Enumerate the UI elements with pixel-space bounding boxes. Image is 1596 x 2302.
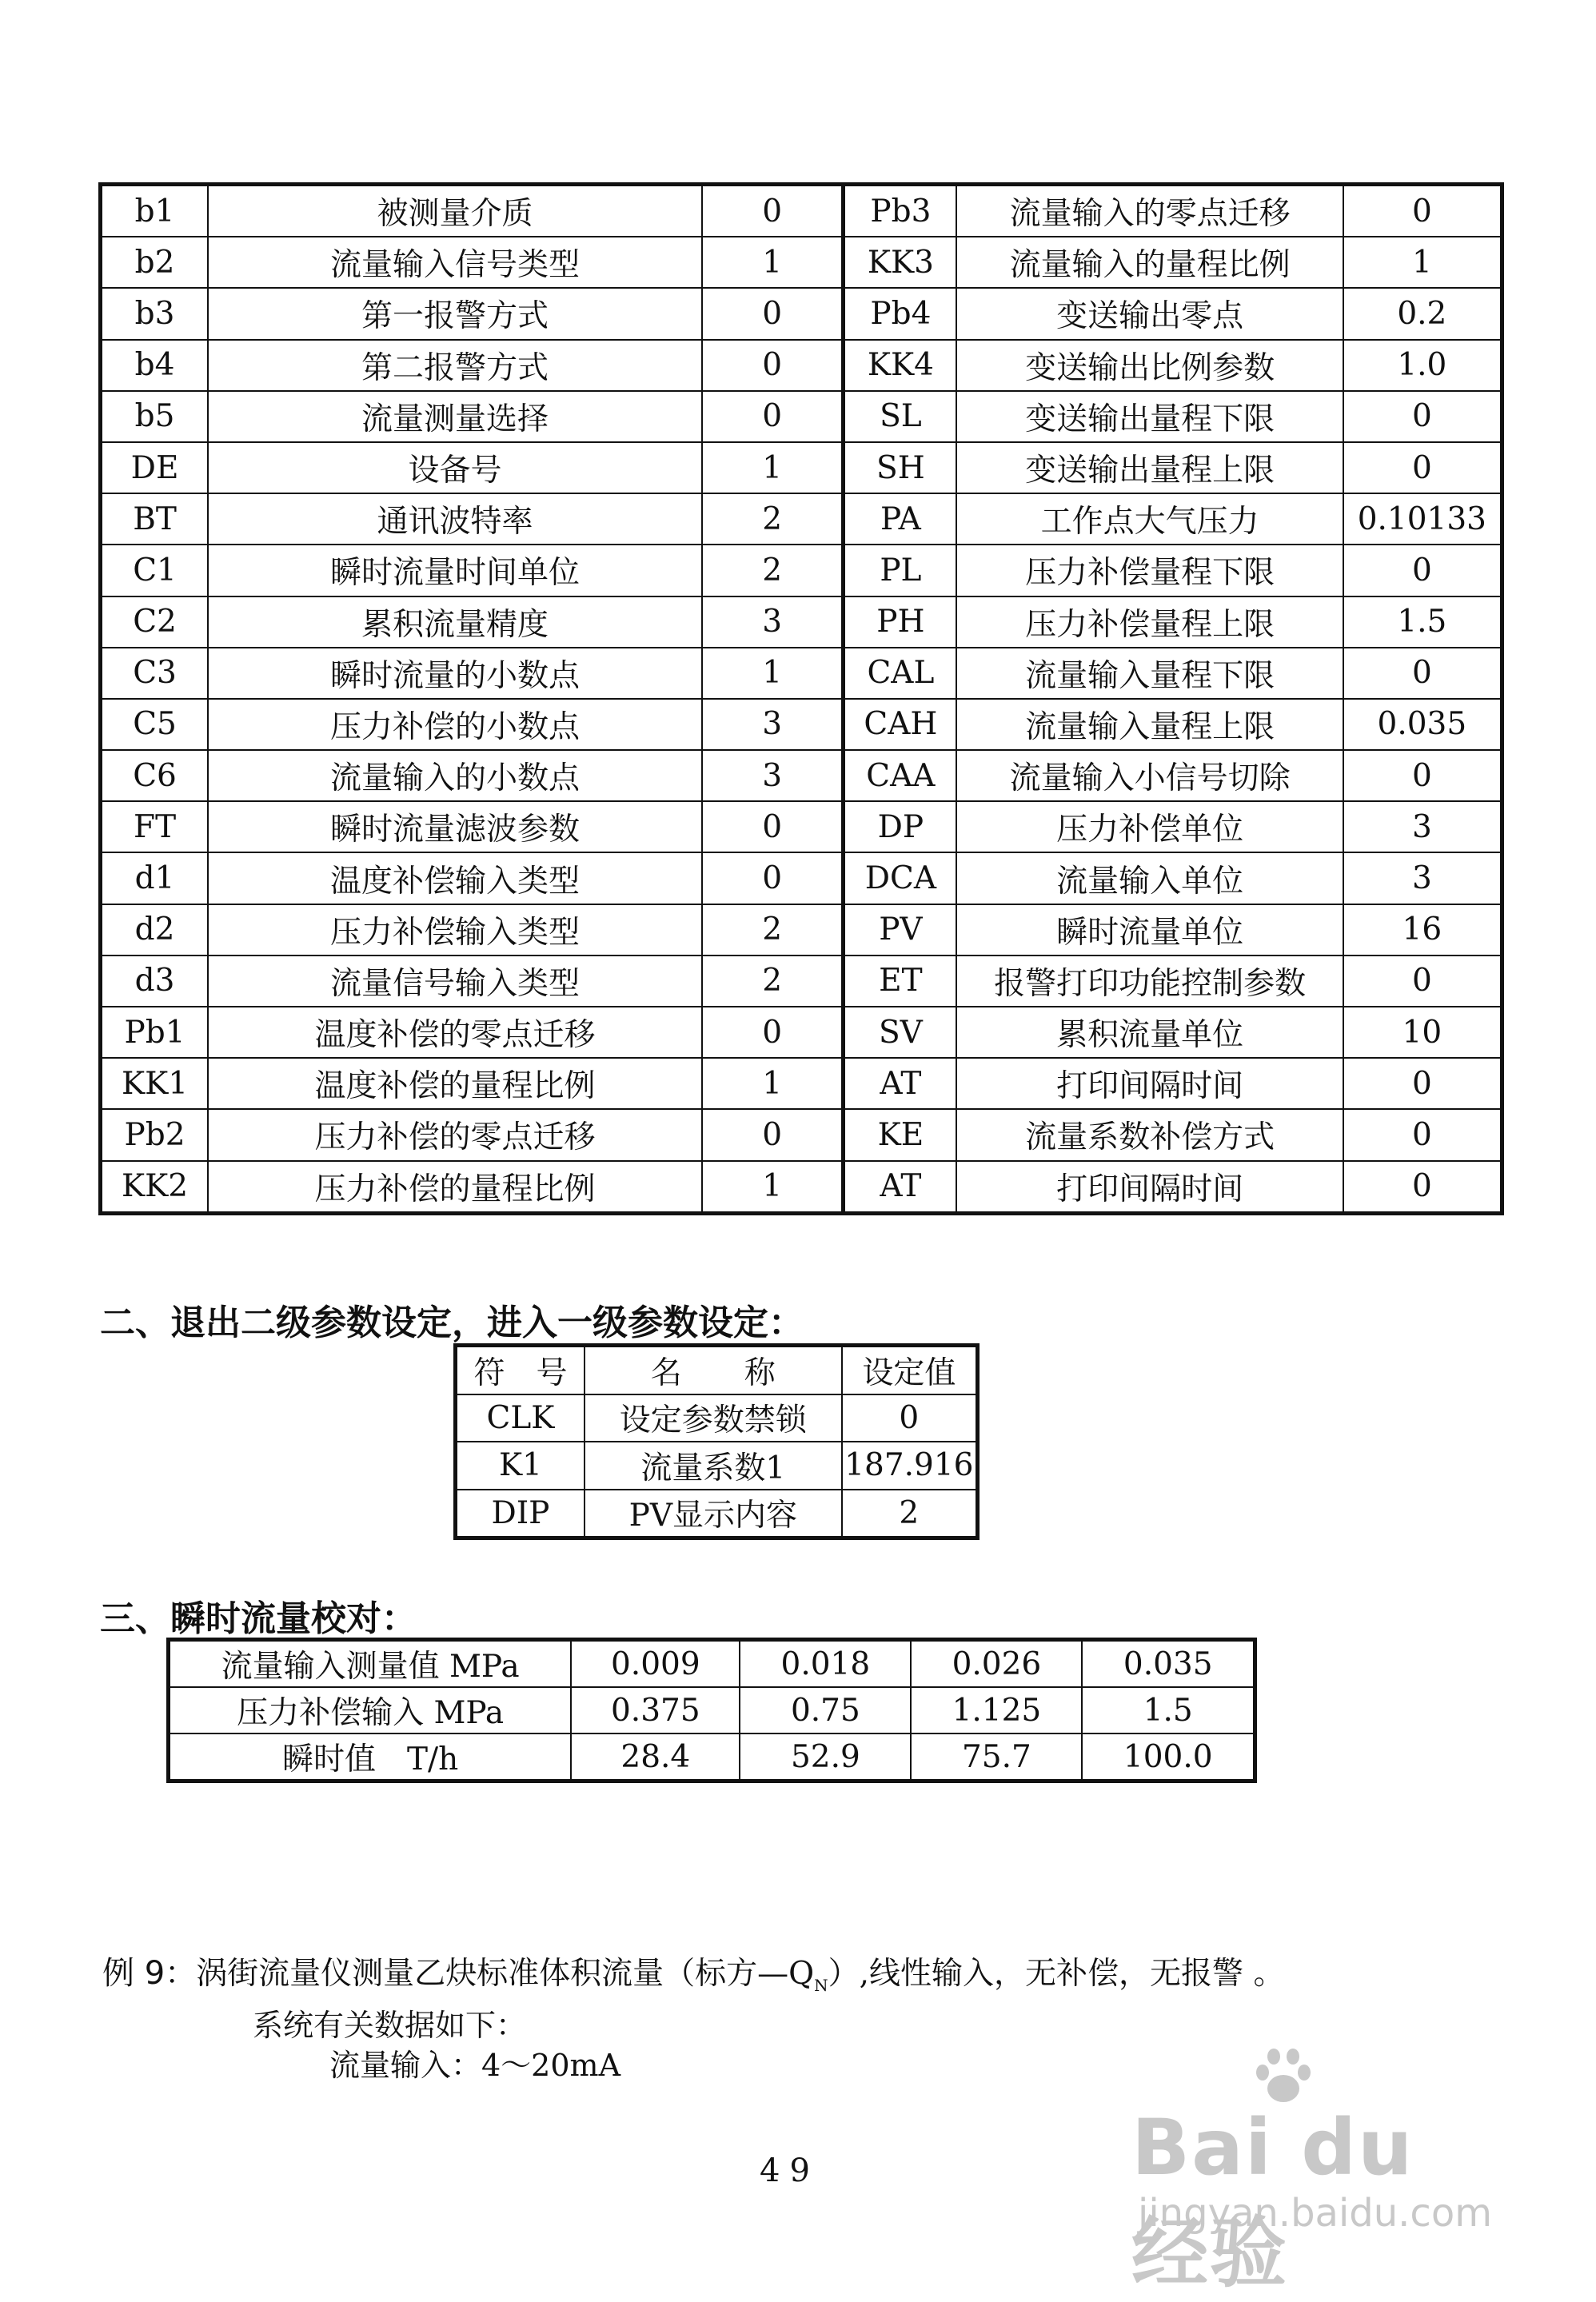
name-cell: 被测量介质 [208, 185, 702, 237]
table-row [101, 956, 1502, 1007]
table-row [101, 1109, 1502, 1160]
value-cell: 1 [702, 442, 844, 493]
symbol-cell: C2 [101, 596, 209, 648]
name-cell: 瞬时流量的小数点 [208, 648, 702, 699]
value-cell: 28.4 [571, 1733, 740, 1781]
name-cell: 累积流量单位 [956, 1007, 1343, 1058]
symbol-cell: BT [101, 493, 209, 545]
name-cell: 压力补偿的量程比例 [208, 1161, 702, 1214]
value-cell: 0 [1343, 185, 1502, 237]
section-2-heading: 二、退出二级参数设定，进入一级参数设定： [100, 1303, 804, 1343]
value-cell: 0.375 [571, 1687, 740, 1733]
name-cell: 压力补偿的零点迁移 [208, 1109, 702, 1160]
table-row [101, 596, 1502, 648]
flow-input-line: 流量输入：4～20mA [329, 2048, 621, 2083]
row-label-cell: 瞬时值 T/h [169, 1733, 572, 1781]
symbol-cell: Pb4 [844, 288, 957, 339]
table-row [101, 648, 1502, 699]
symbol-cell: Pb2 [101, 1109, 209, 1160]
table-row [101, 904, 1502, 956]
symbol-cell: C6 [101, 750, 209, 801]
value-cell: 0 [1343, 391, 1502, 442]
value-cell: 1 [702, 648, 844, 699]
name-cell: 打印间隔时间 [956, 1161, 1343, 1214]
table-row [169, 1640, 1255, 1688]
value-cell: 1 [702, 237, 844, 288]
header-name: 名 称 [585, 1346, 842, 1394]
symbol-cell: KK3 [844, 237, 957, 288]
table-row [101, 185, 1502, 237]
name-cell: 流量输入小信号切除 [956, 750, 1343, 801]
table-row [101, 493, 1502, 545]
value-cell: 3 [702, 750, 844, 801]
example-text: ：涡街流量仪测量乙炔标准体积流量（标方—Q [165, 1956, 815, 1992]
level1-parameter-table [453, 1343, 980, 1540]
name-cell: 瞬时流量滤波参数 [208, 801, 702, 852]
symbol-cell: b2 [101, 237, 209, 288]
table-row [101, 1058, 1502, 1109]
name-cell: 流量系数补偿方式 [956, 1109, 1343, 1160]
value-cell: 0 [702, 185, 844, 237]
name-cell: 流量输入量程下限 [956, 648, 1343, 699]
symbol-cell: ET [844, 956, 957, 1007]
value-cell: 0.75 [740, 1687, 911, 1733]
value-cell: 0 [1343, 442, 1502, 493]
value-cell: 0.035 [1343, 699, 1502, 750]
name-cell: 流量输入量程上限 [956, 699, 1343, 750]
name-cell: PV显示内容 [585, 1490, 842, 1538]
value-cell: 10 [1343, 1007, 1502, 1058]
symbol-cell: Pb3 [844, 185, 957, 237]
example-label: 例 9 [102, 1955, 166, 1992]
table-row [101, 391, 1502, 442]
name-cell: 工作点大气压力 [956, 493, 1343, 545]
name-cell: 变送输出零点 [956, 288, 1343, 339]
value-cell: 2 [702, 493, 844, 545]
name-cell: 流量输入单位 [956, 852, 1343, 904]
value-cell: 0.2 [1343, 288, 1502, 339]
table-row [101, 1161, 1502, 1214]
value-cell: 0 [702, 1109, 844, 1160]
table-row [169, 1687, 1255, 1733]
section-3-heading: 三、瞬时流量校对： [100, 1598, 417, 1639]
value-cell: 0 [702, 1007, 844, 1058]
symbol-cell: AT [844, 1161, 957, 1214]
name-cell: 变送输出量程上限 [956, 442, 1343, 493]
name-cell: 流量输入信号类型 [208, 237, 702, 288]
value-cell: 0 [702, 340, 844, 391]
header-symbol: 符 号 [456, 1346, 585, 1394]
symbol-cell: KK4 [844, 340, 957, 391]
value-cell: 0 [1343, 648, 1502, 699]
table-row [101, 699, 1502, 750]
table-row [101, 1007, 1502, 1058]
row-label-cell: 流量输入测量值 MPa [169, 1640, 572, 1688]
symbol-cell: C5 [101, 699, 209, 750]
symbol-cell: Pb1 [101, 1007, 209, 1058]
symbol-cell: KE [844, 1109, 957, 1160]
name-cell: 压力补偿的小数点 [208, 699, 702, 750]
name-cell: 瞬时流量时间单位 [208, 545, 702, 596]
name-cell: 报警打印功能控制参数 [956, 956, 1343, 1007]
symbol-cell: SV [844, 1007, 957, 1058]
symbol-cell: d1 [101, 852, 209, 904]
header-value: 设定值 [842, 1346, 978, 1394]
symbol-cell: b4 [101, 340, 209, 391]
symbol-cell: FT [101, 801, 209, 852]
table-row [101, 288, 1502, 339]
symbol-cell: C3 [101, 648, 209, 699]
value-cell: 0 [702, 391, 844, 442]
flow-calibration-table [166, 1638, 1257, 1783]
name-cell: 第二报警方式 [208, 340, 702, 391]
symbol-cell: SH [844, 442, 957, 493]
value-cell: 2 [702, 904, 844, 956]
symbol-cell: b5 [101, 391, 209, 442]
symbol-cell: CAA [844, 750, 957, 801]
value-cell: 0 [1343, 545, 1502, 596]
name-cell: 通讯波特率 [208, 493, 702, 545]
name-cell: 流量系数1 [585, 1442, 842, 1490]
symbol-cell: DE [101, 442, 209, 493]
symbol-cell: AT [844, 1058, 957, 1109]
table-row [101, 750, 1502, 801]
value-cell: 1.5 [1343, 596, 1502, 648]
paw-icon [1251, 2047, 1315, 2107]
symbol-cell: b1 [101, 185, 209, 237]
value-cell: 1 [702, 1161, 844, 1214]
symbol-cell: PH [844, 596, 957, 648]
name-cell: 流量测量选择 [208, 391, 702, 442]
symbol-cell: K1 [456, 1442, 585, 1490]
value-cell: 1.0 [1343, 340, 1502, 391]
name-cell: 打印间隔时间 [956, 1058, 1343, 1109]
table-header-row [456, 1346, 978, 1394]
value-cell: 3 [1343, 852, 1502, 904]
table-row [101, 852, 1502, 904]
example-text-end: ）,线性输入，无补偿，无报警 。 [828, 1956, 1285, 1992]
parameter-table-body [101, 185, 1502, 1214]
value-cell: 2 [702, 545, 844, 596]
value-cell: 0.026 [911, 1640, 1082, 1688]
value-cell: 0.035 [1082, 1640, 1255, 1688]
value-cell: 3 [702, 699, 844, 750]
name-cell: 流量信号输入类型 [208, 956, 702, 1007]
table-row [101, 340, 1502, 391]
value-cell: 3 [1343, 801, 1502, 852]
value-cell: 2 [842, 1490, 978, 1538]
symbol-cell: CLK [456, 1394, 585, 1442]
example-subscript: N [814, 1975, 828, 1995]
name-cell: 流量输入的零点迁移 [956, 185, 1343, 237]
table-row [101, 442, 1502, 493]
name-cell: 设定参数禁锁 [585, 1394, 842, 1442]
value-cell: 0.018 [740, 1640, 911, 1688]
system-data-intro: 系统有关数据如下： [253, 2008, 527, 2043]
table-row [101, 237, 1502, 288]
table-row [456, 1442, 978, 1490]
name-cell: 压力补偿单位 [956, 801, 1343, 852]
name-cell: 温度补偿输入类型 [208, 852, 702, 904]
symbol-cell: C1 [101, 545, 209, 596]
symbol-cell: b3 [101, 288, 209, 339]
value-cell: 2 [702, 956, 844, 1007]
symbol-cell: KK2 [101, 1161, 209, 1214]
value-cell: 1 [702, 1058, 844, 1109]
page-number: 49 [760, 2152, 820, 2189]
value-cell: 0 [702, 288, 844, 339]
example-9-line [102, 1948, 1284, 1995]
name-cell: 流量输入的量程比例 [956, 237, 1343, 288]
baidu-jingyan-watermark [1131, 2047, 1507, 2298]
name-cell: 累积流量精度 [208, 596, 702, 648]
table-row [456, 1490, 978, 1538]
watermark-brand: Bai du 经验 [1131, 2103, 1414, 2298]
table-row [456, 1394, 978, 1442]
name-cell: 压力补偿量程上限 [956, 596, 1343, 648]
name-cell: 压力补偿输入类型 [208, 904, 702, 956]
symbol-cell: DCA [844, 852, 957, 904]
symbol-cell: PA [844, 493, 957, 545]
value-cell: 187.916 [842, 1442, 978, 1490]
symbol-cell: DP [844, 801, 957, 852]
symbol-cell: CAL [844, 648, 957, 699]
name-cell: 变送输出比例参数 [956, 340, 1343, 391]
name-cell: 压力补偿量程下限 [956, 545, 1343, 596]
symbol-cell: PV [844, 904, 957, 956]
value-cell: 0 [1343, 1058, 1502, 1109]
value-cell: 1.125 [911, 1687, 1082, 1733]
name-cell: 温度补偿的零点迁移 [208, 1007, 702, 1058]
symbol-cell: SL [844, 391, 957, 442]
value-cell: 75.7 [911, 1733, 1082, 1781]
name-cell: 第一报警方式 [208, 288, 702, 339]
value-cell: 16 [1343, 904, 1502, 956]
symbol-cell: d3 [101, 956, 209, 1007]
symbol-cell: d2 [101, 904, 209, 956]
secondary-parameter-table [98, 182, 1504, 1215]
value-cell: 52.9 [740, 1733, 911, 1781]
value-cell: 0 [702, 852, 844, 904]
value-cell: 100.0 [1082, 1733, 1255, 1781]
watermark-url: jingyan.baidu.com [1138, 2191, 1492, 2236]
symbol-cell: DIP [456, 1490, 585, 1538]
value-cell: 0 [1343, 956, 1502, 1007]
symbol-cell: PL [844, 545, 957, 596]
name-cell: 温度补偿的量程比例 [208, 1058, 702, 1109]
name-cell: 变送输出量程下限 [956, 391, 1343, 442]
table-row [101, 801, 1502, 852]
table-row [101, 545, 1502, 596]
symbol-cell: CAH [844, 699, 957, 750]
value-cell: 0.10133 [1343, 493, 1502, 545]
value-cell: 0 [1343, 1109, 1502, 1160]
name-cell: 流量输入的小数点 [208, 750, 702, 801]
symbol-cell: KK1 [101, 1058, 209, 1109]
row-label-cell: 压力补偿输入 MPa [169, 1687, 572, 1733]
value-cell: 1 [1343, 237, 1502, 288]
value-cell: 3 [702, 596, 844, 648]
value-cell: 0 [1343, 1161, 1502, 1214]
name-cell: 瞬时流量单位 [956, 904, 1343, 956]
value-cell: 0 [842, 1394, 978, 1442]
table-row [169, 1733, 1255, 1781]
name-cell: 设备号 [208, 442, 702, 493]
value-cell: 0 [1343, 750, 1502, 801]
value-cell: 1.5 [1082, 1687, 1255, 1733]
value-cell: 0.009 [571, 1640, 740, 1688]
value-cell: 0 [702, 801, 844, 852]
